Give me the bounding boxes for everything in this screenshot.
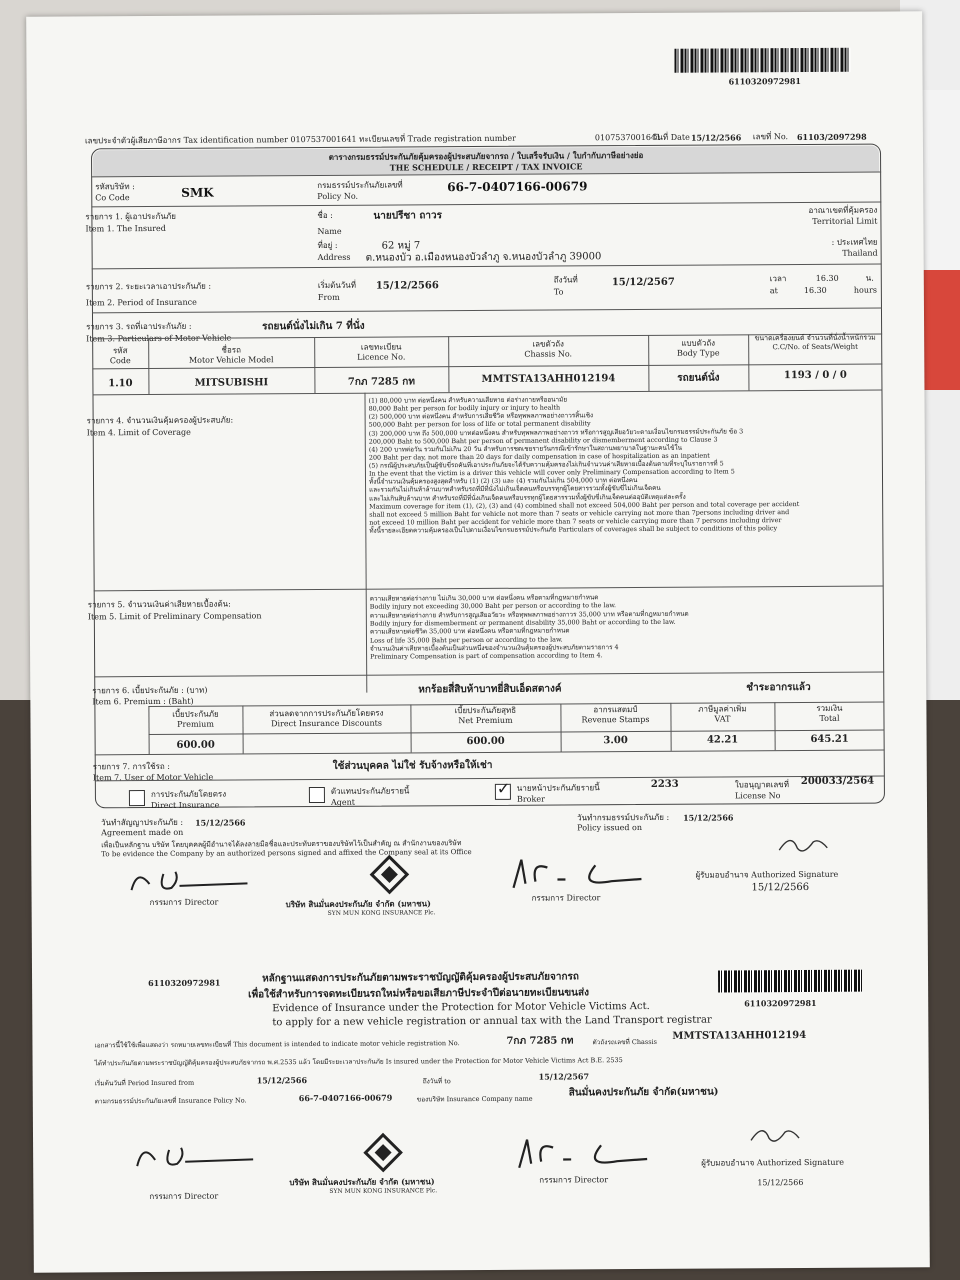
authorized-date-2: 15/12/2566 [757,1178,804,1188]
issued-label-en: Policy issued on [577,823,642,833]
total-value: 645.21 [810,733,849,745]
vehicle-cc: 1193 / 0 / 0 [783,369,847,382]
item1-label-th: รายการ 1. ผู้เอาประกันภัย [85,211,176,222]
date-label: วันที่ Date [652,132,690,142]
net-premium-header: เบี้ยประกันภัยสุทธิ Net Premium [454,705,517,726]
to-label-en: To [553,287,564,297]
discount-header: ส่วนลดจากการประกันภัยโดยตรง Direct Insurance Discounts [269,708,384,729]
evidence-statement-th: เพื่อเป็นหลักฐาน บริษัท โดยบุคคลผู้มีอำนาจได้ลงลายมือชื่อและประทับตราของบริษัทไว้เป็นสำคัญ ณ สำนักงานของบริษัท [101,839,462,850]
title-english: THE SCHEDULE / RECEIPT / TAX INVOICE [389,161,583,173]
evidence-chassis-label: ตัวถังรถเลขที่ Chassis [592,1037,658,1047]
address-line2: ต.หนองบัว อ.เมืองหนองบัวลำภู จ.หนองบัวลำภู 39000 [365,251,602,264]
director-label-4: กรรมการ Director [539,1175,609,1185]
evidence-licence: 7กภ 7285 กท [506,1035,574,1047]
vehicle-header-licence: เลขทะเบียน Licence No. [357,342,406,362]
direct-label-th: การประกันภัยโดยตรง [150,789,227,800]
co-code-label-en: Co Code [95,193,130,203]
vehicle-use: ใช้ส่วนบุคคล ไม่ใช่ รับจ้างหรือให้เช่า [332,759,493,772]
vehicle-chassis: MMTSTA13AHH012194 [481,373,616,385]
policy-label-en: Policy No. [317,191,359,201]
vehicle-model: MITSUBISHI [194,377,269,389]
vehicle-type: รถยนต์นั่งไม่เกิน 7 ที่นั่ง [262,320,365,333]
time-from: 16.30 [815,273,839,283]
vehicle-body-type: รถยนต์นั่ง [677,372,720,384]
net-premium-value: 600.00 [466,735,505,748]
item5-label-en: Item 5. Limit of Preliminary Compensation [87,611,262,622]
vehicle-header-chassis: เลขตัวถัง Chassis No. [524,339,573,359]
evidence-barcode-number-left: 6110320972981 [148,977,221,989]
director-signature-2 [507,853,647,894]
vat-value: 42.21 [706,734,739,746]
coverage-text: (1) 80,000 บาท ต่อหนึ่งคน สำหรับความเสียหาย ต่อร่างกายหรืออนามัย 80,000 Baht per person for bodily injury or injury to health (2) 500,000 บาท ต่อหนึ่งคน สำหรับการเสียชีวิต หรือทุพพลภาพอย่างถาวรสิ้นเชิง 500,000 Baht per person for loss of life or total permanent disability (3) 200,000 บาท ถึง 500,000 บาทต่อหนึ่งคน สำหรับทุพพลภาพอย่างถาวร หรือการสูญเสียอวัยวะตามเงื่อนไขกรมธรรม์ประกันภัย ข้อ 3 200,000 Baht to 500,000 Baht per person of permanent disability or dismemberment according to Clause 3 (4) 200 บาทต่อวัน รวมกันไม่เกิน 20 วัน สำหรับการชดเชยรายวันกรณีเข้ารักษาในสถานพยาบาลในฐานะคนไข้ใน 200 Baht per day, not more than 20 days for daily compensation in case of hospitalization as an inpatient (5) กรณีผู้ประสบภัยเป็นผู้ขับขี่รถคันที่เอาประกันภัยจะได้รับความคุ้มครองไม่เกินจำนวนค่าเสียหายเบื้องต้นตามที่ระบุในรายการที่ 5 In the event that the victim is a driver this vehicle will cover only Preliminary Compensation according to Item 5 ทั้งนี้จำนวนเงินคุ้มครองสูงสุดสำหรับ (1) (2) (3) และ (4) รวมกันไม่เกิน 504,000 บาท ต่อหนึ่งคน และรวมกันไม่เกินห้าล้านบาทสำหรับรถที่มีที่นั่งไม่เกินเจ็ดคนหรือบรรทุกผู้โดยสารรวมทั้งผู้ขับขี่ไม่เกินเจ็ดคน และไม่เกินสิบล้านบาท สำหรับรถที่มีที่นั่งเกินเจ็ดคนหรือบรรทุกผู้โดยสารรวมทั้งผู้ขับขี่เกินเจ็ดคนต่ออุบัติเหตุแต่ละครั้ง Maximum coverage for item (1), (2), (3) and (4) combined shall not exceed 504,000 Baht per person and total coverage per accident shall not exceed 5 million Baht for vehicle not more than 7 seats or vehicle carrying not more than 7persons including driver and not exceed 10 million Baht per accident for vehicle more than 7 seats or vehicle carrying more than 7 persons including driver ทั้งนี้รายละเอียดความคุ้มครองเป็นไปตามเงื่อนไขกรมธรรม์ประกันภัย Particulars of coverages shall be subject to conditions of this policy [368,395,800,535]
premium-in-words: หกร้อยสี่สิบห้าบาทยี่สิบเอ็ดสตางค์ [418,683,562,696]
evidence-company: สินมั่นคงประกันภัย จำกัด(มหาชน) [568,1086,719,1099]
item4-label-th: รายการ 4. จำนวนเงินคุ้มครองผู้ประสบภัย: [86,415,234,426]
country-en: Thailand [842,248,878,258]
evidence-title-en2: to apply for a new vehicle registration or annual tax with the Land Transport registrar [272,1014,712,1029]
item4-label-en: Item 4. Limit of Coverage [86,427,191,438]
from-date: 15/12/2566 [375,280,439,292]
evidence-company-label: ของบริษัท Insurance Company name [416,1094,533,1104]
preliminary-text: ความเสียหายต่อร่างกาย ไม่เกิน 30,000 บาท ต่อหนึ่งคน หรือตามที่กฎหมายกำหนด Bodily injury not exceeding 30,000 Baht per person or according to the law. ความเสียหายต่อร่างกาย สำหรับการสูญเสียอวัยวะ หรือทุพพลภาพอย่างถาวร 35,000 บาท หรือตามที่กฎหมายกำหนด Bodily injury for dismemberment or permanent disability 35,000 Baht or according to the law. ความเสียหายต่อชีวิต 35,000 บาท ต่อหนึ่งคน หรือตามที่กฎหมายกำหนด Loss of life 35,000 Baht per person or according to the law. จำนวนเงินค่าเสียหายเบื้องต้นเป็นส่วนหนึ่งของจำนวนเงินคุ้มครองผู้ประสบภัยตามรายการ 4 Preliminary Compensation is part of compensation according to Item 4. [369,593,689,661]
insurance-document [26,11,930,1272]
top-barcode-number: 6110320972981 [728,76,801,87]
vehicle-header-body: แบบตัวถัง Body Type [676,338,720,358]
territorial-th: อาณาเขตที่คุ้มครอง [808,205,878,215]
policy-label-th: กรมธรรม์ประกันภัยเลขที่ [317,180,403,190]
background-red-object [920,90,960,390]
company-name-en: SYN MUN KONG INSURANCE Plc. [327,909,436,917]
agent-label-th: ตัวแทนประกันภัยรายนี้ [330,786,410,796]
evidence-line2: ได้ทำประกันภัยตามพระราชบัญญัติคุ้มครองผู้ประสบภัยจากรถ พ.ศ.2535 แล้ว โดยมีระยะเวลาประกันภัย Is insured under the Protection for Motor Vehicle Victims Act B.E. 2535 [94,1056,623,1068]
license-number: 200033/2564 [800,775,875,788]
agent-label-en: Agent [330,797,356,807]
insured-name: นายปรีชา ถาวร [373,210,443,222]
evidence-to-label: ถึงวันที่ to [422,1077,451,1086]
item3-label-th: รายการ 3. รถที่เอาประกันภัย : [86,321,192,332]
item1-label-en: Item 1. The Insured [85,223,166,234]
authorized-signature [773,830,833,860]
evidence-statement-en: To be evidence the Company by an authorized persons signed and affixed the Company seal at its Office [101,848,472,859]
authorized-label-2: ผู้รับมอบอำนาจ Authorized Signature [701,1157,845,1168]
hours-en: hours [853,285,877,295]
vehicle-header-model: ชื่อรถ Motor Vehicle Model [188,345,274,365]
total-header: รวมเงิน Total [816,703,843,723]
evidence-title-th1: หลักฐานแสดงการประกันภัยตามพระราชบัญญัติคุ้มครองผู้ประสบภัยจากรถ [262,971,579,985]
evidence-title-en1: Evidence of Insurance under the Protection for Motor Vehicle Victims Act. [272,1000,650,1015]
check-mark-icon: ✓ [496,778,511,798]
company-name-en-2: SYN MUN KONG INSURANCE Plc. [329,1187,438,1195]
item5-label-th: รายการ 5. จำนวนเงินค่าเสียหายเบื้องต้น: [87,599,231,610]
evidence-barcode [718,970,862,993]
agreement-label-th: วันทำสัญญาประกันภัย : [101,817,184,828]
authorized-date: 15/12/2566 [751,881,810,894]
authorized-label: ผู้รับมอบอำนาจ Authorized Signature [695,869,839,880]
vehicle-licence: 7กภ 7285 กท [347,376,415,388]
vehicle-code: 1.10 [108,378,133,390]
territorial-en: Territorial Limit [812,216,878,226]
company-logo [370,855,410,895]
agreement-date: 15/12/2566 [195,817,246,828]
vat-header: ภาษีมูลค่าเพิ่ม VAT [698,704,747,724]
director-label-3: กรรมการ Director [149,1191,219,1202]
director-signature-3 [133,1135,263,1176]
revenue-stamp-value: 3.00 [603,735,628,747]
evidence-policy-label: ตามกรมธรรม์ประกันภัยเลขที่ Insurance Policy No. [94,1096,247,1106]
country-th: : ประเทศไทย [831,237,878,247]
direct-insurance-checkbox[interactable] [129,790,145,806]
item2-label-en: Item 2. Period of Insurance [85,297,197,308]
policy-number: 66-7-0407166-00679 [447,179,588,195]
premium-header: เบี้ยประกันภัย Premium [172,709,219,729]
evidence-barcode-number: 6110320972981 [744,997,817,1009]
issued-date: 15/12/2566 [683,812,734,823]
time-to: 16.30 [803,285,827,296]
agent-checkbox[interactable] [309,787,325,803]
evidence-policy: 66-7-0407166-00679 [298,1092,393,1104]
director-label-2: กรรมการ Director [531,893,601,903]
company-logo-2 [363,1133,403,1173]
vehicle-header-code: รหัส Code [109,346,131,366]
address-line1: 62 หมู่ 7 [381,240,421,252]
time-label-en: at [769,286,778,296]
from-label-th: เริ่มต้นวันที่ [317,280,357,290]
license-label-en: License No [734,791,781,801]
doc-no-value: 61103/2097298 [796,131,867,143]
director-signature-1 [127,861,257,898]
broker-label-en: Broker [516,794,545,804]
title-thai: ตารางกรมธรรม์ประกันภัยคุ้มครองผู้ประสบภัยจากรถ / ใบเสร็จรับเงิน / ใบกำกับภาษีอย่างย่อ [328,149,644,162]
evidence-title-th2: เพื่อใช้สำหรับการจดทะเบียนรถใหม่หรือขอเสียภาษีประจำปีต่อนายทะเบียนขนส่ง [248,987,590,1001]
from-label-en: From [317,292,340,302]
director-label-1: กรรมการ Director [149,897,219,908]
evidence-from-label: เริ่มต้นวันที่ Period Insured from [94,1078,195,1088]
top-barcode [674,48,850,73]
license-label-th: ใบอนุญาตเลขที่ [734,780,790,790]
broker-checkbox[interactable] [495,778,511,800]
broker-number: 2233 [650,778,679,790]
hours-th: น. [865,273,874,283]
issued-label-th: วันทำกรมธรรม์ประกันภัย : [577,812,670,823]
stamp-duty-paid: ชำระอากรแล้ว [746,681,811,694]
authorized-signature-2 [745,1120,805,1150]
director-signature-4 [513,1133,653,1174]
company-name-th: บริษัท สินมั่นคงประกันภัย จำกัด (มหาชน) [285,898,431,910]
name-label-en: Name [317,226,342,236]
broker-label-th: นายหน้าประกันภัยรายนี้ [516,783,600,793]
co-code-label-th: รหัสบริษัท : [95,182,135,192]
name-label-th: ชื่อ : [317,210,333,220]
item7-label-en: Item 7. User of Motor Vehicle [92,772,214,783]
direct-label-en: Direct Insurance [150,800,220,811]
company-name-th-2: บริษัท สินมั่นคงประกันภัย จำกัด (มหาชน) [289,1176,435,1188]
to-label-th: ถึงวันที่ [553,275,578,285]
address-label-en: Address [317,252,351,262]
address-label-th: ที่อยู่ : [317,240,338,250]
co-code-value: SMK [181,185,214,200]
vehicle-header-cc: ขนาดเครื่องยนต์ จำนวนที่นั่งน้ำหนักรวม C.C/No. of Seats/Weight [754,333,876,351]
tax-id-line: เลขประจำตัวผู้เสียภาษีอากร Tax identification number 0107537001641 ทะเบียนเลขที่ Trade registration number [84,133,516,146]
item7-label-th: รายการ 7. การใช้รถ : [92,761,170,772]
trade-reg-number: 0107537001641 [594,132,662,143]
evidence-line1-label: เอกสารนี้ใช้ใช้เพื่อแสดงว่า รถหมายเลขทะเบียนที่ This document is intended to indicate motor vehicle registration No. [94,1039,460,1050]
date-value: 15/12/2566 [690,132,742,143]
item6-label-th: รายการ 6. เบี้ยประกันภัย : (บาท) [92,685,208,696]
premium-value: 600.00 [176,739,215,751]
time-label-th: เวลา [769,274,787,284]
revenue-stamp-header: อากรแสตมป์ Revenue Stamps [581,705,650,725]
evidence-to: 15/12/2567 [538,1071,590,1082]
doc-no-label: เลขที่ No. [752,132,789,142]
evidence-chassis: MMTSTA13AHH012194 [672,1030,807,1042]
to-date: 15/12/2567 [611,276,675,289]
item2-label-th: รายการ 2. ระยะเวลาเอาประกันภัย : [85,281,212,292]
item3-label-en: Item 3. Particulars of Motor Vehicle [86,333,232,344]
agreement-label-en: Agreement made on [101,827,184,838]
item6-label-en: Item 6. Premium : (Baht) [92,696,194,707]
evidence-from: 15/12/2566 [256,1075,308,1086]
